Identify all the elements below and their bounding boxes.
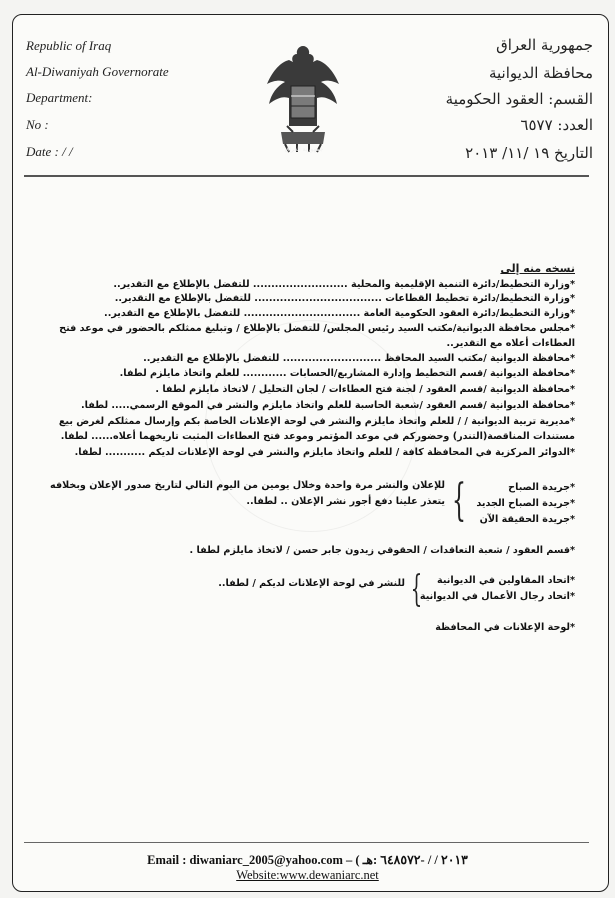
bracket-icon: {: [410, 569, 423, 610]
newspaper-item: *جريدة الحقيقة الآن: [479, 514, 575, 525]
header-en-number: No :: [26, 117, 49, 132]
header-en-country: Republic of Iraq: [26, 38, 112, 53]
distribution-line: *محافظة الديوانية /مكتب السيد المحافظ ........................... للتفضل بالإطلاع مع التقدير..: [143, 353, 575, 364]
distribution-line: *وزارة التخطيط/دائرة تخطيط القطاعات ................................... للتفضل بالإطلاع مع التقدير..: [114, 293, 575, 304]
footer-contact: Email : diwaniarc_2005@yahoo.com – ( ٢٠١٣ / / -٦٤٨٥٧٢ :هـ: [147, 853, 468, 867]
distribution-line: مستندات المناقصة(التندر) وحضوركم في موعد المؤتمر وموعد فتح العطاءات المثبت تاريخهما أعلاه...... لطفا.: [60, 431, 575, 442]
union-note: للنشر في لوحة الإعلانات لديكم / لطفا..: [218, 578, 405, 589]
contracts-line: *قسم العقود / شعبة التعاقدات / الحقوقي زيدون جابر حسن / لاتخاذ مايلزم لطفا .: [189, 545, 575, 556]
distribution-line: العطاءات أعلاه مع التقدير..: [446, 338, 575, 349]
newspaper-item: *جريدة الصباح الجديد: [476, 498, 575, 509]
distribution-line: *محافظة الديوانية /قسم العقود / لجنة فتح العطاءات / لجان التحليل / لاتخاذ مايلزم لطفا .: [155, 384, 575, 395]
union-item: *اتحاد رجال الأعمال في الديوانية: [419, 591, 575, 602]
header-ar-number: العدد: ٦٥٧٧: [520, 116, 593, 134]
distribution-line: *وزارة التخطيط/دائرة التنمية الإقليمية والمحلية .......................... للتفضل بالإطلاع مع التقدير..: [113, 279, 575, 290]
distribution-line: *محافظة الديوانية /قسم العقود /شعبة الحاسبة للعلم واتخاذ مايلزم والنشر في الموقع الرسمي..... لطفا.: [80, 400, 575, 411]
newspaper-note: للإعلان والنشر مرة واحدة وخلال يومين من اليوم التالي لتاريخ صدور الإعلان وبخلافه: [50, 480, 445, 491]
header-ar-country: جمهورية العراق: [496, 36, 593, 54]
bracket-icon: {: [452, 475, 466, 526]
footer-divider: [24, 842, 589, 843]
header-en-date: Date : / /: [26, 144, 73, 159]
union-item: *اتحاد المقاولين في الديوانية: [437, 575, 575, 586]
distribution-line: *وزارة التخطيط/دائرة العقود الحكومية العامة ................................ للتفضل بالإطلاع مع التقدير..: [104, 308, 575, 319]
header-en-governorate: Al-Diwaniyah Governorate: [26, 64, 169, 79]
emblem-label: جمهورية العراق: [284, 146, 324, 153]
header-divider: [24, 175, 589, 177]
cc-heading: نسخه منه إلى: [500, 262, 575, 275]
newspaper-note: يتعذر علينا دفع أجور نشر الإعلان .. لطفا..: [246, 496, 445, 507]
notice-board-line: *لوحة الإعلانات في المحافظة: [435, 622, 575, 633]
newspaper-item: *جريدة الصباح: [508, 482, 575, 493]
header-ar-governorate: محافظة الديوانية: [488, 64, 593, 82]
distribution-line: *مجلس محافظة الديوانية/مكتب السيد رئيس المجلس/ للتفضل بالإطلاع / وتبليغ ممثلكم بالحضور في موعد فتح: [59, 323, 575, 334]
header-ar-department: القسم: العقود الحكومية: [445, 90, 593, 108]
iraq-eagle-emblem-icon: [263, 40, 343, 160]
distribution-line: *الدوائر المركزية في المحافظة كافة / للعلم واتخاذ مايلزم والنشر في لوحة الإعلانات لديكم ........... لطفا.: [74, 447, 575, 458]
header-ar-date: التاريخ ١٩ /١١/ ٢٠١٣: [465, 144, 593, 162]
distribution-line: *محافظة الديوانية /قسم التخطيط وإدارة المشاريع/الحسابات ............ للعلم واتخاذ مايلزم لطفا.: [119, 368, 575, 379]
footer-website: Website:www.dewaniarc.net: [236, 868, 379, 882]
distribution-line: *مديرية تربية الديوانية / / للعلم واتخاذ مايلزم والنشر في لوحة الإعلانات الخاصة بكم وإرسال ممثلكم لغرض بيع: [58, 416, 575, 427]
header-en-department: Department:: [26, 90, 93, 105]
